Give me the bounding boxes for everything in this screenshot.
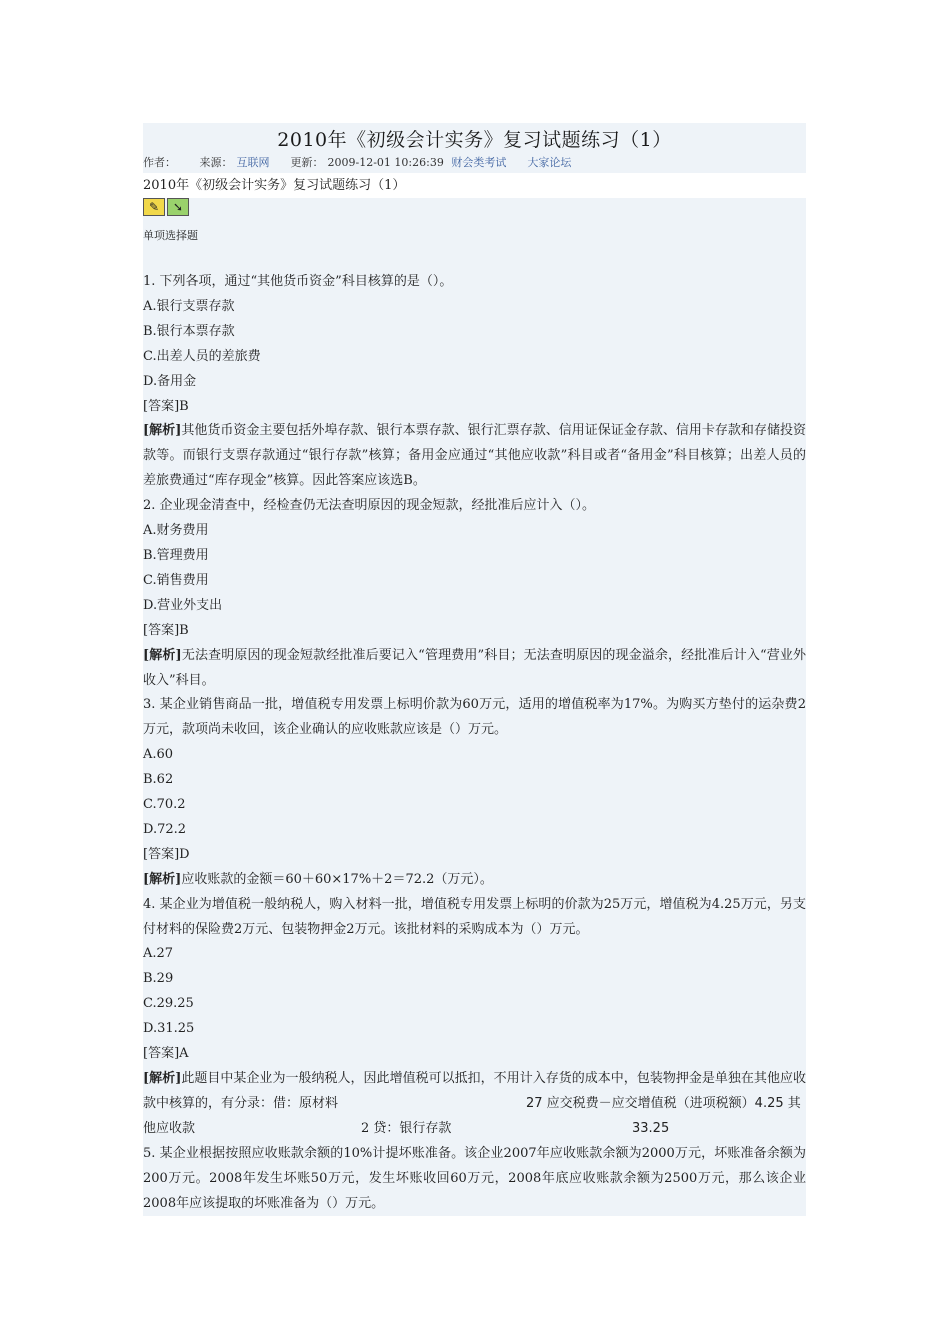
question-stem: 5. 某企业根据按照应收账款余额的10%计提坏账准备。该企业2007年应收账款余额为2000万元，坏账准备余额为200万元。2008年发生坏账50万元，发生坏账收回60万元，2008年底应收账款余额为2500万元，那么该企业2008年应该提取的坏账准备为（）万元。 [143,1145,806,1211]
option-a: A.银行支票存款 [143,298,235,314]
question-4 [143,893,806,1167]
analysis [143,868,806,893]
option-d: D.备用金 [143,373,197,389]
updated-timestamp: 2009-12-01 10:26:39 [327,156,444,169]
question-stem: 1. 下列各项，通过“其他货币资金”科目核算的是（）。 [143,274,453,289]
article-meta [143,154,575,170]
entry-account: 他应收款 [143,1120,196,1136]
answer: [答案]A [143,1046,189,1062]
option-d: D.31.25 [143,1021,195,1037]
article [143,123,806,1216]
option-c: C.销售费用 [143,572,209,588]
option-a: A.财务费用 [143,523,209,539]
option-b: B.银行本票存款 [143,323,235,339]
analysis-text: 其他货币资金主要包括外埠存款、银行本票存款、银行汇票存款、信用证保证金存款、信用卡存款和存储投资款等。而银行支票存款通过“银行存款”核算；备用金应通过“其他应收款”科目或者“备用金”科目核算；出差人员的差旅费通过“库存现金”核算。因此答案应该选B。 [143,423,806,489]
option-c: C.出差人员的差旅费 [143,348,261,364]
forum-link[interactable]: 大家论坛 [527,156,572,169]
entry-amount-1: 27 应交税费－应交增值税（进项税额）4.25 其 [526,1095,801,1111]
analysis-tag: [解析] [143,647,182,663]
page-title: 2010年《初级会计实务》复习试题练习（1） [277,129,672,151]
question-3 [143,693,806,892]
option-d: D.72.2 [143,821,187,837]
analysis-tag: [解析] [143,423,182,439]
exam-category-link[interactable]: 财会类考试 [451,156,507,169]
question-stem: 2. 企业现金清查中，经检查仍无法查明原因的现金短款，经批准后应计入（）。 [143,498,596,514]
article-subtitle: 2010年《初级会计实务》复习试题练习（1） [143,178,406,193]
option-a: A.27 [143,946,174,962]
entry-amount-3: 33.25 [632,1120,670,1136]
analysis-text: 无法查明原因的现金短款经批准后要记入“管理费用”科目；无法查明原因的现金溢余，经批准后计入“营业外收入”科目。 [143,647,806,688]
option-c: C.70.2 [143,797,186,813]
analysis-text: 此题目中某企业为一般纳税人，因此增值税可以抵扣，不用计入存货的成本中，包装物押金是单独在其他应收款中核算的，有分录：借：原材料 [143,1071,806,1111]
source-link[interactable]: 互联网 [236,156,270,169]
analysis-tag: [解析] [143,1071,182,1086]
article-header [143,123,806,173]
analysis [143,419,806,494]
edit-icon[interactable]: ✎ [143,198,165,216]
option-b: B.29 [143,971,174,987]
option-c: C.29.25 [143,996,194,1012]
question-stem: 3. 某企业销售商品一批，增值税专用发票上标明价款为60万元，适用的增值税率为17%。为购买方垫付的运杂费2万元，款项尚未收回，该企业确认的应收账款应该是（）万元。 [143,697,806,738]
answer: [答案]B [143,398,189,414]
analysis-tag: [解析] [143,871,182,887]
author-label: 作者： [143,156,176,169]
updated-label: 更新： [290,156,324,169]
journal-entry [143,1095,806,1167]
analysis [143,644,806,694]
option-b: B.管理费用 [143,547,209,563]
option-d: D.营业外支出 [143,597,223,613]
option-b: B.62 [143,772,174,788]
toolbar-icons [143,198,806,220]
question-2 [143,494,806,693]
article-body [143,198,806,1216]
option-a: A.60 [143,747,174,763]
question-1 [143,270,806,494]
answer: [答案]D [143,846,190,862]
analysis-text: 应收账款的金额＝60＋60×17%＋2＝72.2（万元）。 [181,871,493,887]
section-label: 单项选择题 [143,229,198,242]
source-label: 来源： [199,156,233,169]
entry-amount-2: 2 贷：银行存款 [361,1120,452,1136]
question-stem: 4. 某企业为增值税一般纳税人，购入材料一批，增值税专用发票上标明的价款为25万元，增值税为4.25万元，另支付材料的保险费2万元、包装物押金2万元。该批材料的采购成本为（）万元。 [143,896,806,937]
print-icon[interactable]: ➘ [167,198,189,216]
answer: [答案]B [143,622,189,638]
